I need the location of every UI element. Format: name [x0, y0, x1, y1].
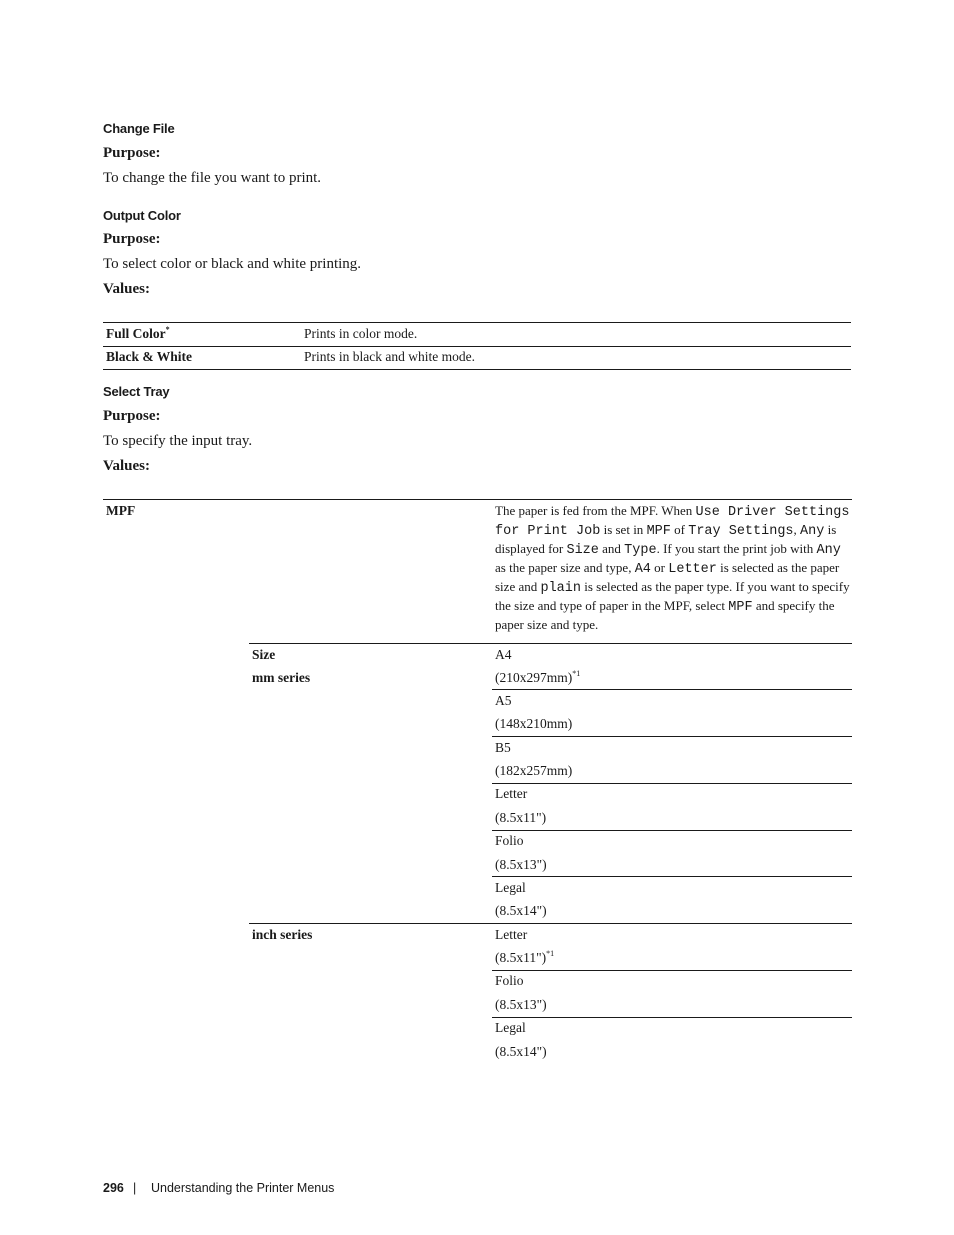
section-title-select-tray: Select Tray	[103, 384, 170, 399]
table-rule	[103, 346, 851, 347]
purpose-label: Purpose:	[103, 408, 161, 424]
mpf-label: MPF	[106, 503, 136, 518]
table-rule	[103, 499, 852, 500]
section-title-output-color: Output Color	[103, 208, 181, 223]
paper-size-dim: (182x257mm)	[495, 763, 573, 778]
values-label: Values:	[103, 281, 150, 297]
paper-size-name: Legal	[495, 1020, 526, 1035]
paper-size-name: B5	[495, 740, 511, 755]
paper-size-dim: (8.5x11")$^{*1}$	[495, 949, 555, 965]
table-rule	[492, 689, 852, 690]
table-row-key: Black & White	[106, 349, 193, 364]
page-number: 296	[103, 1181, 124, 1195]
table-rule	[492, 1017, 852, 1018]
table-row-desc: Prints in black and white mode.	[304, 349, 475, 364]
section-title-change-file: Change File	[103, 121, 175, 136]
purpose-label: Purpose:	[103, 145, 161, 161]
inch-series-label: inch series	[252, 927, 313, 942]
paper-size-name: Letter	[495, 786, 528, 801]
chapter-title: Understanding the Printer Menus	[151, 1181, 335, 1195]
table-rule	[249, 923, 852, 924]
paper-size-name: Folio	[495, 833, 524, 848]
paper-size-dim: (8.5x11")	[495, 810, 547, 825]
table-rule	[492, 830, 852, 831]
values-label: Values:	[103, 458, 150, 474]
purpose-text: To specify the input tray.	[103, 433, 253, 449]
table-row-desc: Prints in color mode.	[304, 326, 418, 341]
size-label: Size	[252, 647, 276, 662]
table-rule	[492, 736, 852, 737]
table-rule	[492, 876, 852, 877]
paper-size-dim: $(210x297mm)^{*1}$	[495, 669, 581, 685]
paper-size-name: Legal	[495, 880, 526, 895]
purpose-label: Purpose:	[103, 231, 161, 247]
table-rule	[492, 783, 852, 784]
paper-size-dim: (148x210mm)	[495, 716, 573, 731]
paper-size-name: A5	[495, 693, 512, 708]
paper-size-name: Folio	[495, 973, 524, 988]
purpose-text: To select color or black and white printing.	[103, 256, 362, 272]
mpf-description: The paper is fed from the MPF. When Use Driver Settings for Print Job is set in MPF of Tray Settings, Any is displayed for Size and Type. If you start the print job with Any as the paper size and type, A4 or Letter is selected as the paper size and plain is selected as the paper type. If you want to specify the size and type of paper in the MPF, select MPF and specify the paper size and type.	[495, 503, 850, 632]
paper-size-dim: (8.5x14")	[495, 1044, 547, 1059]
purpose-text: To change the file you want to print.	[103, 170, 322, 186]
paper-size-dim: (8.5x14")	[495, 903, 547, 918]
table-rule	[249, 643, 852, 644]
table-row-key: Full Color*	[106, 325, 170, 341]
paper-size-name: A4	[495, 647, 512, 662]
paper-size-name: Letter	[495, 927, 528, 942]
table-rule	[103, 322, 851, 323]
table-rule	[103, 369, 851, 370]
table-rule	[492, 970, 852, 971]
paper-size-dim: (8.5x13")	[495, 857, 547, 872]
mm-series-label: mm series	[252, 670, 311, 685]
footer-separator: |	[133, 1181, 137, 1195]
paper-size-dim: (8.5x13")	[495, 997, 547, 1012]
